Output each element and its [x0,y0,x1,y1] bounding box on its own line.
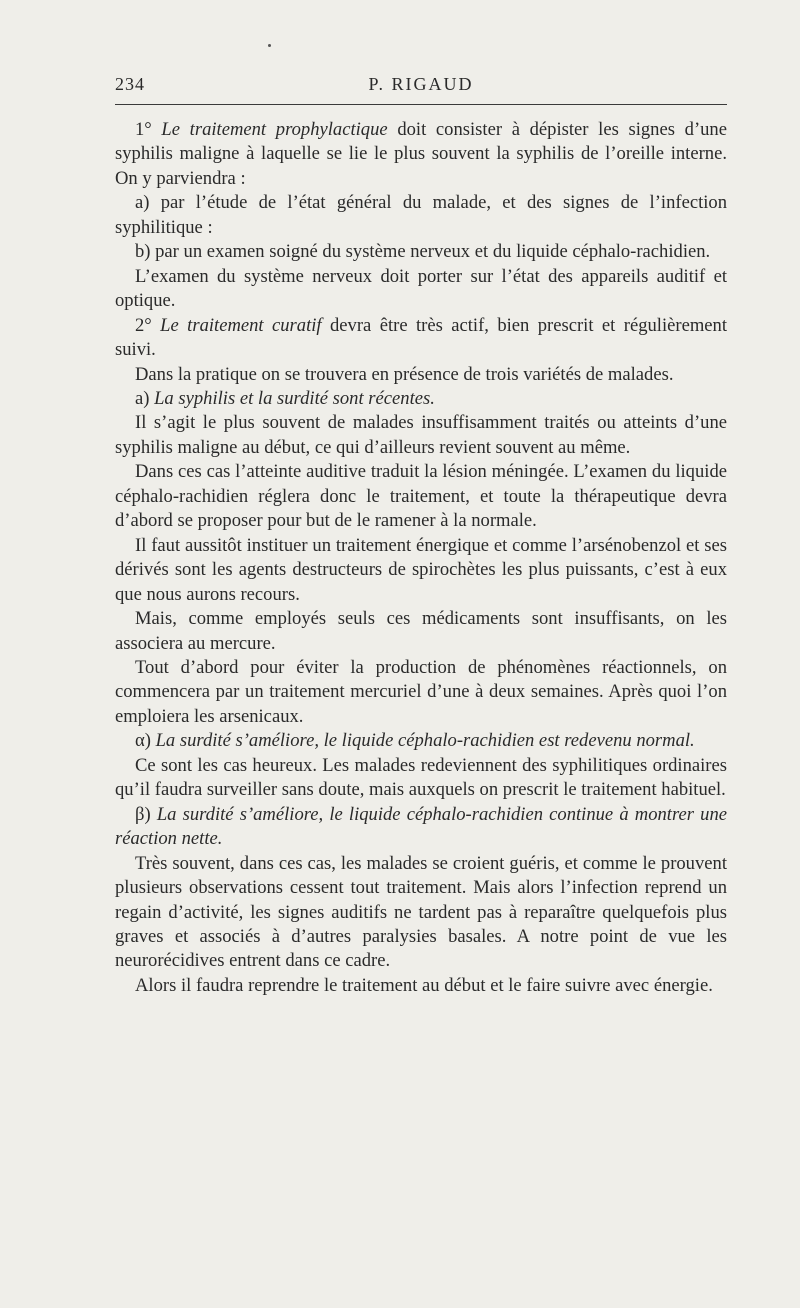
paragraph: Ce sont les cas heureux. Les malades redeviennent des syphilitiques ordinaires qu’il faudra surveiller sans doute, mais auxquels on prescrit le traitement habituel. [115,754,727,801]
paragraph: Dans ces cas l’atteinte auditive traduit la lésion méningée. L’examen du liquide céphalo-rachidien réglera donc le traitement, et toute la thérapeutique devra d’abord se proposer pour but de le ramener à la normale. [115,461,727,532]
paragraph: L’examen du système nerveux doit porter sur l’état des appareils auditif et optique. [115,265,727,312]
paragraph: a) par l’étude de l’état général du malade, et des signes de l’infection syphilitique : [115,192,727,238]
subheading: β) La surdité s’améliore, le liquide céphalo-rachidien continue à montrer une réaction nette. [115,803,727,850]
paragraph: Très souvent, dans ces cas, les malades se croient guéris, et comme le prouvent plusieurs observations cessent tout traitement. Mais alors l’infection reprend un regain d’activité, les signes auditifs ne tardent pas à reparaître quelquefois plus graves et associés à d’autres paralysies basales. A notre point de vue les neurorécidives entrent dans ce cadre. [115,852,727,972]
subheading: α) La surdité s’améliore, le liquide céphalo-rachidien est redevenu normal. [135,730,695,752]
paragraph: Dans la pratique on se trouvera en présence de trois variétés de malades. [135,363,674,385]
paragraph: b) par un examen soigné du système nerveux et du liquide céphalo-rachidien. [135,241,711,263]
page-number: 234 [115,74,145,94]
paragraph: Mais, comme employés seuls ces médicaments sont insuffisants, on les associera au mercure. [115,608,727,654]
paragraph: Il s’agit le plus souvent de malades insuffisamment traités ou atteints d’une syphilis maligne au début, ce qui d’ailleurs revient souvent au même. [115,412,727,458]
paragraph: 2° Le traitement curatif devra être très actif, bien prescrit et régulièrement suivi. [115,314,727,361]
paragraph: Tout d’abord pour éviter la production de phénomènes réactionnels, on commencera par un traitement mercuriel d’une à deux semaines. Après quoi l’on emploiera les arsenicaux. [115,656,727,727]
paragraph: Alors il faudra reprendre le traitement au début et le faire suivre avec énergie. [135,974,713,996]
paragraph: 1° Le traitement prophylactique doit consister à dépister les signes d’une syphilis maligne à laquelle se lie le plus souvent la syphilis de l’oreille interne. On y parviendra : [115,119,727,189]
running-head [115,70,727,100]
author-name: P. RIGAUD [368,74,474,94]
body-text [115,118,727,998]
paragraph: Il faut aussitôt instituer un traitement énergique et comme l’arsénobenzol et ses dérivés sont les agents destructeurs de spirochètes les plus puissants, c’est à eux que nous aurons recours. [115,534,727,605]
subheading: a) La syphilis et la surdité sont récentes. [135,387,435,409]
ink-speck [268,44,271,47]
header-rule [115,104,727,105]
